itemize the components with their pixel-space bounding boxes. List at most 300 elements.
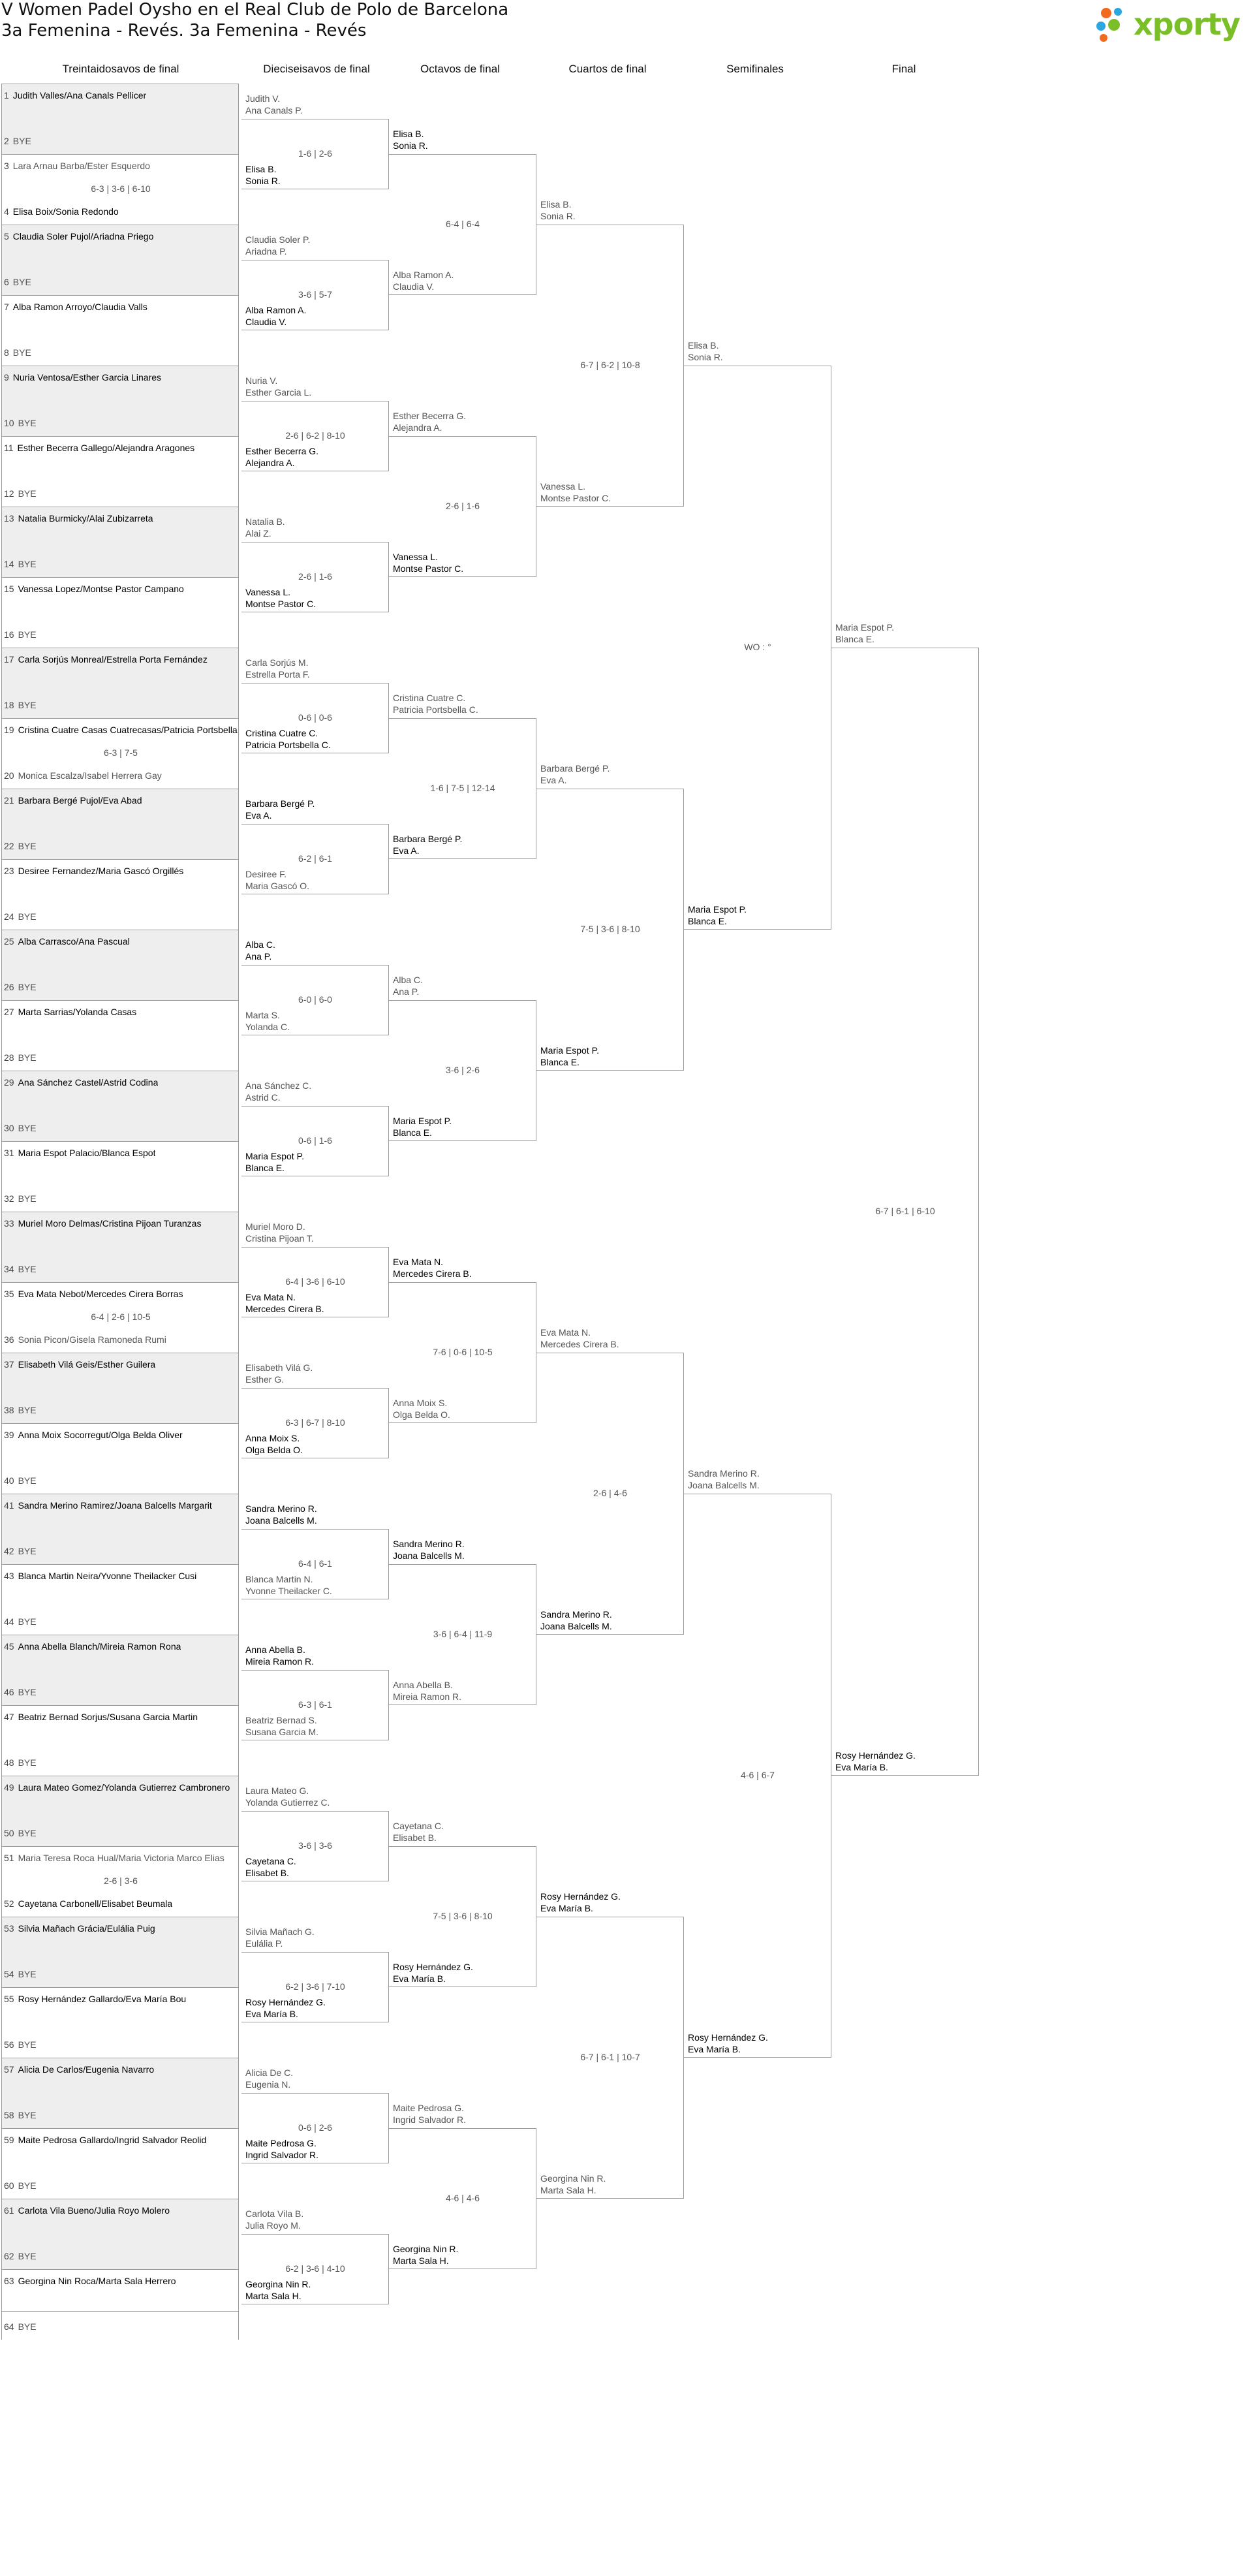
seed-number: 18 (4, 700, 14, 710)
round3-score: 4-6 | 4-6 (446, 2193, 480, 2203)
round2-player-top[interactable]: Sandra Merino R. Joana Balcells M. (245, 1503, 317, 1526)
player-name: BYE (18, 2180, 37, 2191)
player-name: Sandra Merino Ramirez/Joana Balcells Margarit (18, 1500, 212, 1511)
seed-number: 29 (4, 1077, 14, 1088)
seed-number: 37 (4, 1359, 14, 1370)
bracket-bottom-edge (1, 2311, 239, 2312)
round1-player[interactable] (4, 231, 153, 242)
round2-player-bottom[interactable]: Cristina Cuatre C. Patricia Portsbella C. (245, 728, 331, 750)
round2-player-bottom[interactable]: Desiree F. Maria Gascó O. (245, 869, 310, 891)
round1-player[interactable] (4, 513, 153, 524)
player-name: Anna Abella Blanch/Mireia Ramon Rona (18, 1641, 181, 1652)
round2-score: 6-2 | 6-1 (298, 853, 332, 864)
round5-player-bottom[interactable]: Rosy Hernández G. Eva María B. (688, 2032, 768, 2054)
seed-number: 30 (4, 1123, 14, 1133)
player-name: BYE (18, 559, 37, 569)
round1-player[interactable] (4, 372, 161, 383)
player-name: Desiree Fernandez/Maria Gascó Orgillés (18, 866, 184, 876)
round2-player-bottom[interactable]: Eva Mata N. Mercedes Cirera B. (245, 1292, 324, 1314)
round1-player[interactable] (4, 1898, 172, 1909)
player-name: BYE (18, 1405, 37, 1415)
round2-score: 0-6 | 0-6 (298, 712, 332, 723)
player-name: BYE (18, 1969, 37, 1979)
player-name: BYE (18, 2110, 37, 2120)
round1-player[interactable] (4, 1757, 37, 1768)
round3-player-bottom[interactable]: Vanessa L. Montse Pastor C. (393, 552, 464, 574)
round3-player-top[interactable]: Maite Pedrosa G. Ingrid Salvador R. (393, 2103, 467, 2125)
player-name: BYE (18, 1052, 37, 1063)
seed-number: 39 (4, 1430, 14, 1440)
round1-player[interactable] (4, 1994, 186, 2004)
round2-player-top[interactable]: Nuria V. Esther Garcia L. (245, 375, 312, 398)
round1-player[interactable] (4, 1430, 183, 1440)
player-name: BYE (18, 1193, 37, 1204)
round1-player[interactable] (4, 1712, 198, 1722)
seed-number: 17 (4, 654, 14, 665)
round2-player-bottom[interactable]: Esther Becerra G. Alejandra A. (245, 446, 319, 468)
seed-number: 53 (4, 1923, 14, 1934)
seed-number: 5 (4, 231, 9, 242)
player-name: BYE (18, 1546, 37, 1556)
seed-number: 7 (4, 302, 9, 312)
seed-number: 40 (4, 1475, 14, 1486)
seed-number: 2 (4, 136, 9, 146)
round2-player-top[interactable]: Silvia Mañach G. Eulália P. (245, 1926, 315, 1949)
round1-player[interactable] (4, 161, 150, 171)
seed-number: 23 (4, 866, 14, 876)
seed-number: 25 (4, 936, 14, 947)
seed-number: 51 (4, 1853, 14, 1863)
round2-score: 1-6 | 2-6 (298, 148, 332, 159)
round1-player[interactable] (4, 1616, 37, 1627)
round3-player-bottom[interactable]: Anna Moix S. Olga Belda O. (393, 1398, 450, 1420)
round-header-5: Semifinales (726, 63, 784, 75)
seed-number: 33 (4, 1218, 14, 1229)
round3-player-bottom[interactable]: Barbara Bergé P. Eva A. (393, 834, 463, 856)
round1-player[interactable] (4, 770, 162, 781)
seed-number: 41 (4, 1500, 14, 1511)
round3-player-bottom[interactable]: Maria Espot P. Blanca E. (393, 1116, 452, 1138)
round1-player[interactable] (4, 302, 147, 312)
round5-player-top[interactable]: Sandra Merino R. Joana Balcells M. (688, 1468, 760, 1490)
round3-score: 6-4 | 6-4 (446, 219, 480, 229)
round1-player[interactable] (4, 136, 31, 146)
round2-player-top[interactable]: Anna Abella B. Mireia Ramon R. (245, 1644, 315, 1667)
round2-player-bottom[interactable]: Alba Ramon A. Claudia V. (245, 305, 307, 327)
round2-player-bottom[interactable]: Marta S. Yolanda C. (245, 1010, 290, 1032)
round1-player[interactable] (4, 2251, 37, 2261)
round4-score: 6-7 | 6-2 | 10-8 (580, 360, 640, 370)
seed-number: 4 (4, 206, 9, 217)
round2-player-bottom[interactable]: Rosy Hernández G. Eva María B. (245, 1997, 326, 2019)
round1-player[interactable] (4, 654, 208, 665)
player-name: BYE (18, 841, 37, 851)
player-name: Anna Moix Socorregut/Olga Belda Oliver (18, 1430, 183, 1440)
player-name: Maria Espot Palacio/Blanca Espot (18, 1148, 156, 1158)
round2-score: 6-2 | 3-6 | 7-10 (285, 1981, 345, 1992)
round3-player-bottom[interactable]: Anna Abella B. Mireia Ramon R. (393, 1680, 462, 1702)
player-name: Alba Ramon Arroyo/Claudia Valls (12, 302, 147, 312)
round1-player[interactable] (4, 936, 130, 947)
seed-number: 11 (4, 443, 14, 453)
player-name: BYE (18, 700, 37, 710)
player-name: BYE (18, 1687, 37, 1697)
player-name: BYE (18, 1264, 37, 1274)
seed-number: 50 (4, 1828, 14, 1838)
seed-number: 21 (4, 795, 14, 806)
round2-player-bottom[interactable]: Cayetana C. Elisabet B. (245, 1856, 296, 1878)
round1-player[interactable] (4, 584, 184, 594)
player-name: Maite Pedrosa Gallardo/Ingrid Salvador Reolid (18, 2135, 207, 2145)
seed-number: 35 (4, 1289, 14, 1299)
xporty-logo[interactable] (1093, 4, 1243, 44)
seed-number: 13 (4, 513, 14, 524)
round3-player-bottom[interactable]: Alba Ramon A. Claudia V. (393, 270, 454, 292)
round2-player-bottom[interactable]: Georgina Nin R. Marta Sala H. (245, 2279, 311, 2301)
seed-number: 36 (4, 1334, 14, 1345)
round1-player[interactable] (4, 725, 238, 735)
round1-player[interactable] (4, 1546, 37, 1556)
round3-player-top[interactable]: Elisa B. Sonia R. (393, 129, 428, 151)
seed-number: 62 (4, 2251, 14, 2261)
round4-player-top[interactable]: Rosy Hernández G. Eva María B. (540, 1891, 621, 1913)
round2-player-bottom[interactable]: Vanessa L. Montse Pastor C. (245, 587, 317, 609)
seed-number: 63 (4, 2276, 14, 2286)
round1-score: 2-6 | 3-6 (104, 1876, 138, 1886)
round-header-2: Dieciseisavos de final (263, 63, 370, 75)
round1-player[interactable] (4, 277, 31, 287)
round2-player-top[interactable]: Ana Sánchez C. Astrid C. (245, 1080, 312, 1103)
round1-player[interactable] (4, 911, 37, 922)
seed-number: 15 (4, 584, 14, 594)
round1-player[interactable] (4, 1828, 37, 1838)
seed-number: 64 (4, 2321, 14, 2332)
round1-player[interactable] (4, 347, 31, 358)
round1-player[interactable] (4, 1405, 37, 1415)
round1-player[interactable] (4, 1571, 196, 1581)
round2-player-bottom[interactable]: Elisa B. Sonia R. (245, 164, 281, 186)
round4-player-top[interactable]: Elisa B. Sonia R. (540, 199, 576, 221)
round1-player[interactable] (4, 559, 37, 569)
player-name: Maria Teresa Roca Hual/Maria Victoria Marco Elias (18, 1853, 224, 1863)
seed-number: 59 (4, 2135, 14, 2145)
round1-player[interactable] (4, 1475, 37, 1486)
seed-number: 19 (4, 725, 14, 735)
player-name: Judith Valles/Ana Canals Pellicer (12, 90, 147, 101)
round1-player[interactable] (4, 841, 37, 851)
round2-score: 6-4 | 6-1 (298, 1558, 332, 1569)
round4-player-bottom[interactable]: Georgina Nin R. Marta Sala H. (540, 2173, 606, 2195)
seed-number: 43 (4, 1571, 14, 1581)
seed-number: 56 (4, 2039, 14, 2050)
player-name: Blanca Martin Neira/Yvonne Theilacker Cusi (18, 1571, 197, 1581)
round-header-1: Treintaidosavos de final (62, 63, 179, 75)
seed-number: 42 (4, 1546, 14, 1556)
player-name: Claudia Soler Pujol/Ariadna Priego (12, 231, 154, 242)
round1-player[interactable] (4, 1218, 201, 1229)
round2-player-top[interactable]: Natalia B. Alai Z. (245, 516, 285, 539)
seed-number: 3 (4, 161, 9, 171)
round3-score: 3-6 | 6-4 | 11-9 (433, 1629, 493, 1639)
player-name: BYE (12, 136, 31, 146)
round2-player-top[interactable]: Judith V. Ana Canals P. (245, 93, 303, 116)
round1-score: 6-3 | 3-6 | 6-10 (91, 183, 151, 194)
round2-score: 6-0 | 6-0 (298, 994, 332, 1005)
seed-number: 27 (4, 1007, 14, 1017)
round3-score: 1-6 | 7-5 | 12-14 (430, 783, 495, 793)
round6-score: 6-7 | 6-1 | 6-10 (875, 1206, 935, 1216)
player-name: BYE (18, 629, 37, 640)
round2-player-bottom[interactable]: Beatriz Bernad S. Susana Garcia M. (245, 1715, 319, 1737)
player-name: BYE (18, 982, 37, 992)
round1-player[interactable] (4, 700, 37, 710)
seed-number: 9 (4, 372, 9, 383)
round1-player[interactable] (4, 1923, 155, 1934)
player-name: Barbara Bergé Pujol/Eva Abad (18, 795, 142, 806)
seed-number: 32 (4, 1193, 14, 1204)
round1-player[interactable] (4, 795, 142, 806)
player-name: Elisabeth Vilá Geis/Esther Guilera (18, 1359, 156, 1370)
round2-player-top[interactable]: Claudia Soler P. Ariadna P. (245, 234, 311, 257)
round3-player-bottom[interactable]: Rosy Hernández G. Eva María B. (393, 1962, 473, 1984)
round1-player[interactable] (4, 418, 37, 428)
player-name: Sonia Picon/Gisela Ramoneda Rumi (18, 1334, 166, 1345)
player-name: BYE (18, 2039, 37, 2050)
seed-number: 55 (4, 1994, 14, 2004)
round4-player-top[interactable]: Eva Mata N. Mercedes Cirera B. (540, 1327, 619, 1349)
round2-player-top[interactable]: Carlota Vila B. Julia Royo M. (245, 2208, 304, 2231)
round1-player[interactable] (4, 2039, 37, 2050)
round3-player-top[interactable]: Sandra Merino R. Joana Balcells M. (393, 1539, 465, 1561)
round4-player-bottom[interactable]: Maria Espot P. Blanca E. (540, 1045, 600, 1067)
round3-score: 7-5 | 3-6 | 8-10 (433, 1911, 493, 1921)
seed-number: 49 (4, 1782, 14, 1793)
seed-number: 48 (4, 1757, 14, 1768)
seed-number: 47 (4, 1712, 14, 1722)
round1-player[interactable] (4, 2205, 170, 2216)
round2-score: 0-6 | 2-6 (298, 2122, 332, 2133)
round-header-3: Octavos de final (420, 63, 500, 75)
round1-player[interactable] (4, 2276, 176, 2286)
round1-player[interactable] (4, 1007, 136, 1017)
seed-number: 8 (4, 347, 9, 358)
round3-player-top[interactable]: Cayetana C. Elisabet B. (393, 1821, 444, 1843)
round1-player[interactable] (4, 2064, 154, 2075)
round2-player-top[interactable]: Alba C. Ana P. (245, 939, 275, 962)
player-name: BYE (18, 1828, 37, 1838)
round6-player-bottom[interactable]: Rosy Hernández G. Eva María B. (835, 1750, 916, 1772)
player-name: Elisa Boix/Sonia Redondo (12, 206, 119, 217)
player-name: Cayetana Carbonell/Elisabet Beumala (18, 1898, 173, 1909)
round2-score: 6-3 | 6-1 (298, 1699, 332, 1710)
round5-score: WO : ° (744, 642, 771, 652)
player-name: Esther Becerra Gallego/Alejandra Aragones (17, 443, 195, 453)
round2-score: 3-6 | 3-6 (298, 1840, 332, 1851)
player-name: Vanessa Lopez/Montse Pastor Campano (18, 584, 184, 594)
player-name: Marta Sarrias/Yolanda Casas (18, 1007, 137, 1017)
round2-score: 3-6 | 5-7 (298, 289, 332, 300)
seed-number: 16 (4, 629, 14, 640)
seed-number: 34 (4, 1264, 14, 1274)
round1-player[interactable] (4, 1969, 37, 1979)
player-name: Silvia Mañach Grácia/Eulália Puig (18, 1923, 155, 1934)
round1-player[interactable] (4, 488, 37, 499)
round6-player-top[interactable]: Maria Espot P. Blanca E. (835, 622, 895, 644)
player-name: Alba Carrasco/Ana Pascual (18, 936, 130, 947)
round2-player-top[interactable]: Carla Sorjús M. Estrella Porta F. (245, 657, 310, 680)
round1-player[interactable] (4, 866, 183, 876)
round1-player[interactable] (4, 629, 37, 640)
seed-number: 46 (4, 1687, 14, 1697)
seed-number: 54 (4, 1969, 14, 1979)
round-header-6: Final (891, 63, 916, 75)
player-name: Rosy Hernández Gallardo/Eva María Bou (18, 1994, 187, 2004)
round5-player-top[interactable]: Elisa B. Sonia R. (688, 340, 723, 362)
player-name: Eva Mata Nebot/Mercedes Cirera Borras (18, 1289, 183, 1299)
round4-score: 6-7 | 6-1 | 10-7 (580, 2052, 640, 2062)
round2-score: 6-2 | 3-6 | 4-10 (285, 2263, 345, 2274)
round1-score: 6-3 | 7-5 (104, 747, 138, 758)
seed-number: 12 (4, 488, 14, 499)
page-title: V Women Padel Oysho en el Real Club de Polo de Barcelona (1, 0, 509, 20)
player-name: BYE (18, 488, 37, 499)
seed-number: 45 (4, 1641, 14, 1652)
seed-number: 26 (4, 982, 14, 992)
page-subtitle: 3a Femenina - Revés. 3a Femenina - Revés (1, 21, 367, 40)
round4-player-bottom[interactable]: Vanessa L. Montse Pastor C. (540, 481, 611, 503)
player-name: Monica Escalza/Isabel Herrera Gay (18, 770, 162, 781)
seed-number: 60 (4, 2180, 14, 2191)
round2-player-top[interactable]: Laura Mateo G. Yolanda Gutierrez C. (245, 1785, 330, 1808)
seed-number: 31 (4, 1148, 14, 1158)
player-name: Ana Sánchez Castel/Astrid Codina (18, 1077, 159, 1088)
round2-score: 0-6 | 1-6 (298, 1135, 332, 1146)
player-name: Carlota Vila Bueno/Julia Royo Molero (18, 2205, 170, 2216)
round4-player-bottom[interactable]: Sandra Merino R. Joana Balcells M. (540, 1609, 612, 1631)
round1-player[interactable] (4, 1193, 37, 1204)
round1-player[interactable] (4, 443, 194, 453)
xporty-logo-text: xporty (1134, 7, 1240, 42)
player-name: Lara Arnau Barba/Ester Esquerdo (12, 161, 150, 171)
round2-player-top[interactable]: Barbara Bergé P. Eva A. (245, 798, 315, 821)
xporty-logo-icon (1093, 4, 1132, 44)
round2-player-bottom[interactable]: Anna Moix S. Olga Belda O. (245, 1433, 303, 1455)
seed-number: 6 (4, 277, 9, 287)
round5-player-bottom[interactable]: Maria Espot P. Blanca E. (688, 904, 747, 926)
round4-player-top[interactable]: Barbara Bergé P. Eva A. (540, 763, 610, 785)
round1-score: 6-4 | 2-6 | 10-5 (91, 1312, 151, 1322)
seed-number: 10 (4, 418, 14, 428)
seed-number: 44 (4, 1616, 14, 1627)
player-name: Beatriz Bernad Sorjus/Susana Garcia Martin (18, 1712, 198, 1722)
player-name: Natalia Burmicky/Alai Zubizarreta (18, 513, 153, 524)
seed-number: 61 (4, 2205, 14, 2216)
round4-score: 7-5 | 3-6 | 8-10 (580, 924, 640, 934)
round1-player[interactable] (4, 2180, 37, 2191)
player-name: BYE (18, 1757, 37, 1768)
round3-score: 7-6 | 0-6 | 10-5 (433, 1347, 493, 1357)
player-name: Alicia De Carlos/Eugenia Navarro (18, 2064, 155, 2075)
player-name: Georgina Nin Roca/Marta Sala Herrero (18, 2276, 176, 2286)
seed-number: 52 (4, 1898, 14, 1909)
round2-player-top[interactable]: Alicia De C. Eugenia N. (245, 2067, 294, 2090)
round2-player-top[interactable]: Muriel Moro D. Cristina Pijoan T. (245, 1221, 314, 1244)
round1-player[interactable] (4, 2135, 206, 2145)
seed-number: 1 (4, 90, 9, 101)
seed-number: 20 (4, 770, 14, 781)
round4-score: 2-6 | 4-6 (593, 1488, 627, 1498)
round1-player[interactable] (4, 1334, 166, 1345)
round1-player[interactable] (4, 982, 37, 992)
round2-score: 2-6 | 6-2 | 8-10 (285, 430, 345, 441)
player-name: BYE (18, 418, 37, 428)
player-name: BYE (18, 1616, 37, 1627)
round1-player[interactable] (4, 1782, 230, 1793)
player-name: BYE (12, 277, 31, 287)
round3-score: 3-6 | 2-6 (446, 1065, 480, 1075)
round3-player-bottom[interactable]: Georgina Nin R. Marta Sala H. (393, 2244, 459, 2266)
round2-score: 6-3 | 6-7 | 8-10 (285, 1417, 345, 1428)
round1-player[interactable] (4, 1500, 212, 1511)
round1-player[interactable] (4, 1641, 181, 1652)
round1-player[interactable] (4, 1123, 37, 1133)
player-name: Cristina Cuatre Casas Cuatrecasas/Patricia Portsbella (18, 725, 238, 735)
seed-number: 14 (4, 559, 14, 569)
round2-player-bottom[interactable]: Maria Espot P. Blanca E. (245, 1151, 305, 1173)
seed-number: 38 (4, 1405, 14, 1415)
round2-score: 6-4 | 3-6 | 6-10 (285, 1276, 345, 1287)
round2-player-top[interactable]: Elisabeth Vilá G. Esther G. (245, 1362, 313, 1385)
player-name: BYE (18, 2251, 37, 2261)
round1-player[interactable] (4, 90, 146, 101)
player-name: BYE (18, 911, 37, 922)
player-name: BYE (18, 1475, 37, 1486)
player-name: Carla Sorjús Monreal/Estrella Porta Fernández (18, 654, 208, 665)
round1-player[interactable] (4, 1148, 155, 1158)
player-name: BYE (12, 347, 31, 358)
seed-number: 57 (4, 2064, 14, 2075)
round2-score: 2-6 | 1-6 (298, 571, 332, 582)
round-header-4: Cuartos de final (568, 63, 647, 75)
round3-player-top[interactable]: Cristina Cuatre C. Patricia Portsbella C. (393, 693, 478, 715)
round3-player-top[interactable]: Alba C. Ana P. (393, 975, 423, 997)
seed-number: 22 (4, 841, 14, 851)
round1-player[interactable] (4, 2110, 37, 2120)
player-name: BYE (18, 2321, 37, 2332)
round1-player[interactable] (4, 1359, 155, 1370)
round1-player[interactable] (4, 1077, 158, 1088)
round3-player-top[interactable]: Esther Becerra G. Alejandra A. (393, 411, 467, 433)
player-name: BYE (18, 1123, 37, 1133)
round1-player[interactable] (4, 1687, 37, 1697)
round2-player-bottom[interactable]: Maite Pedrosa G. Ingrid Salvador R. (245, 2138, 319, 2160)
round1-player[interactable] (4, 1052, 37, 1063)
round3-player-top[interactable]: Eva Mata N. Mercedes Cirera B. (393, 1257, 472, 1279)
seed-number: 58 (4, 2110, 14, 2120)
round1-player[interactable] (4, 2321, 37, 2332)
round1-player[interactable] (4, 1264, 37, 1274)
player-name: Nuria Ventosa/Esther Garcia Linares (12, 372, 162, 383)
seed-number: 28 (4, 1052, 14, 1063)
player-name: Laura Mateo Gomez/Yolanda Gutierrez Cambronero (18, 1782, 230, 1793)
round1-player[interactable] (4, 206, 119, 217)
round2-player-bottom[interactable]: Blanca Martin N. Yvonne Theilacker C. (245, 1574, 332, 1596)
round1-player[interactable] (4, 1289, 183, 1299)
round1-player[interactable] (4, 1853, 224, 1863)
seed-number: 24 (4, 911, 14, 922)
round3-score: 2-6 | 1-6 (446, 501, 480, 511)
player-name: Muriel Moro Delmas/Cristina Pijoan Turanzas (18, 1218, 202, 1229)
